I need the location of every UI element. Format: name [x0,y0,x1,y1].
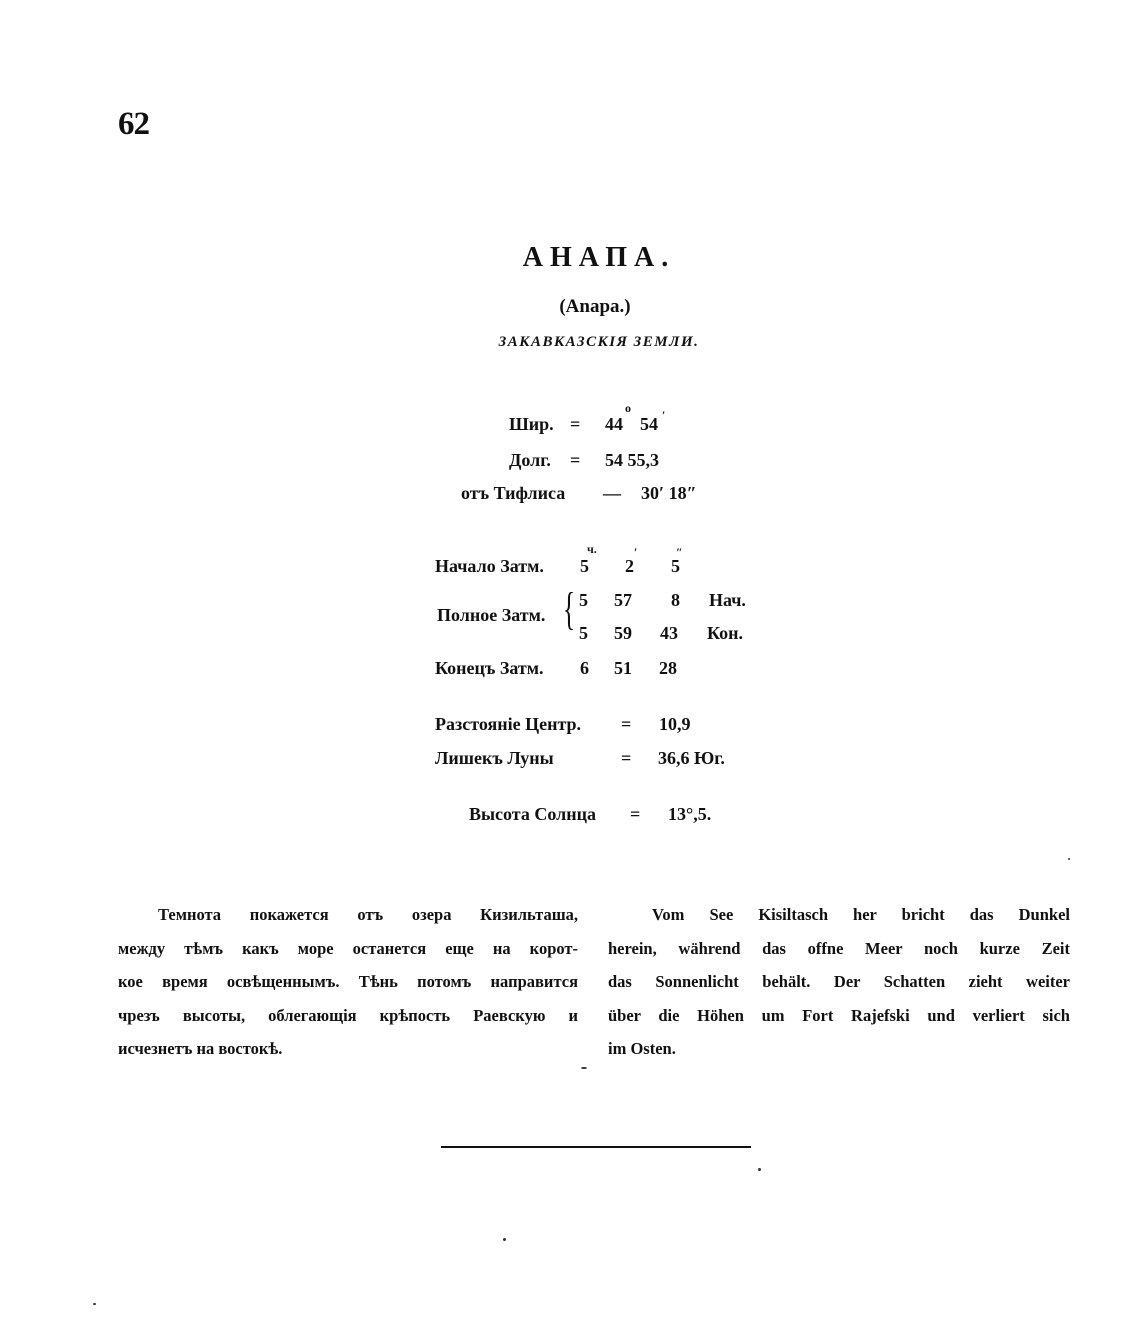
russian-line: исчезнетъ на востокѣ. [118,1039,283,1059]
eclipse-end-seconds: 28 [659,658,677,678]
eclipse-end-label: Конецъ Затм. [435,658,544,678]
total-end-hours: 5 [579,623,588,643]
tiflis-value: 30′ 18″ [641,483,697,503]
russian-line: между тѣмъ какъ море останется еще на корот- [118,938,578,958]
print-speck [758,1168,761,1171]
total-end-note: Кон. [707,623,744,643]
minute-mark: ′ [662,408,666,422]
sun-altitude-label: Высота Солнца [469,804,596,824]
eclipse-begin-seconds: 5 [671,556,680,576]
print-speck [503,1238,506,1241]
total-start-seconds: 8 [671,590,680,610]
total-end-minutes: 59 [614,623,632,643]
german-line: herein, während das offne Meer noch kurze Zeit [608,938,1070,958]
total-end-seconds: 43 [660,623,678,643]
russian-line: Темнота покажется отъ озера Кизильташа, [158,905,578,924]
center-distance-label: Разстояніе Центр. [435,714,582,734]
latitude-label: Шир. [509,414,554,434]
latitude-minutes: 54 [640,414,658,434]
print-speck [581,1067,587,1069]
eclipse-begin-hours: 5 [580,556,589,576]
tiflis-label: отъ Тифлиса [461,483,566,503]
seconds-mark: ″ [676,545,683,559]
print-speck [1068,858,1070,860]
sun-altitude-sign: = [630,804,641,824]
eclipse-end-hours: 6 [580,658,589,678]
moon-excess-value: 36,6 Юг. [658,748,725,768]
minutes-mark: ′ [634,545,638,559]
page-subtitle: (Anapa.) [559,296,631,317]
german-line: im Osten. [608,1039,676,1059]
eclipse-total-label: Полное Затм. [437,605,546,625]
total-start-minutes: 57 [614,590,632,610]
region-heading: ЗАКАВКАЗСКІЯ ЗЕМЛИ. [498,334,700,350]
section-rule [441,1146,751,1148]
sun-altitude-value: 13°,5. [668,804,712,824]
page-number: 62 [118,106,149,142]
latitude-degrees: 44 [605,414,623,434]
eclipse-end-minutes: 51 [614,658,632,678]
moon-excess-label: Лишекъ Луны [435,748,554,768]
latitude-sign: = [570,414,581,434]
moon-excess-sign: = [621,748,632,768]
center-distance-sign: = [621,714,632,734]
russian-paragraph [118,898,578,1066]
center-distance-value: 10,9 [659,714,691,734]
print-speck [93,1303,96,1305]
eclipse-begin-minutes: 2 [625,556,634,576]
german-line: das Sonnenlicht behält. Der Schatten zieht weiter [608,972,1070,992]
total-start-note: Нач. [709,590,746,610]
page-title: АНАПА. [522,242,676,273]
russian-line: кое время освѣщеннымъ. Тѣнь потомъ направится [118,972,578,992]
russian-line: чрезъ высоты, облегающія крѣпость Раевскую и [118,1005,578,1025]
eclipse-begin-label: Начало Затм. [435,556,544,576]
longitude-sign: = [570,450,581,470]
longitude-label: Долг. [509,450,551,470]
tiflis-sign: — [603,483,621,503]
longitude-value: 54 55,3 [605,450,659,470]
degree-mark: o [625,401,631,415]
total-start-hours: 5 [579,590,588,610]
german-paragraph [608,898,1070,1066]
german-line: Vom See Kisiltasch her bricht das Dunkel [652,905,1070,924]
hours-mark: ч. [587,542,597,556]
german-line: über die Höhen um Fort Rajefski und verliert sich [608,1005,1070,1025]
brace-icon: { [563,583,576,634]
